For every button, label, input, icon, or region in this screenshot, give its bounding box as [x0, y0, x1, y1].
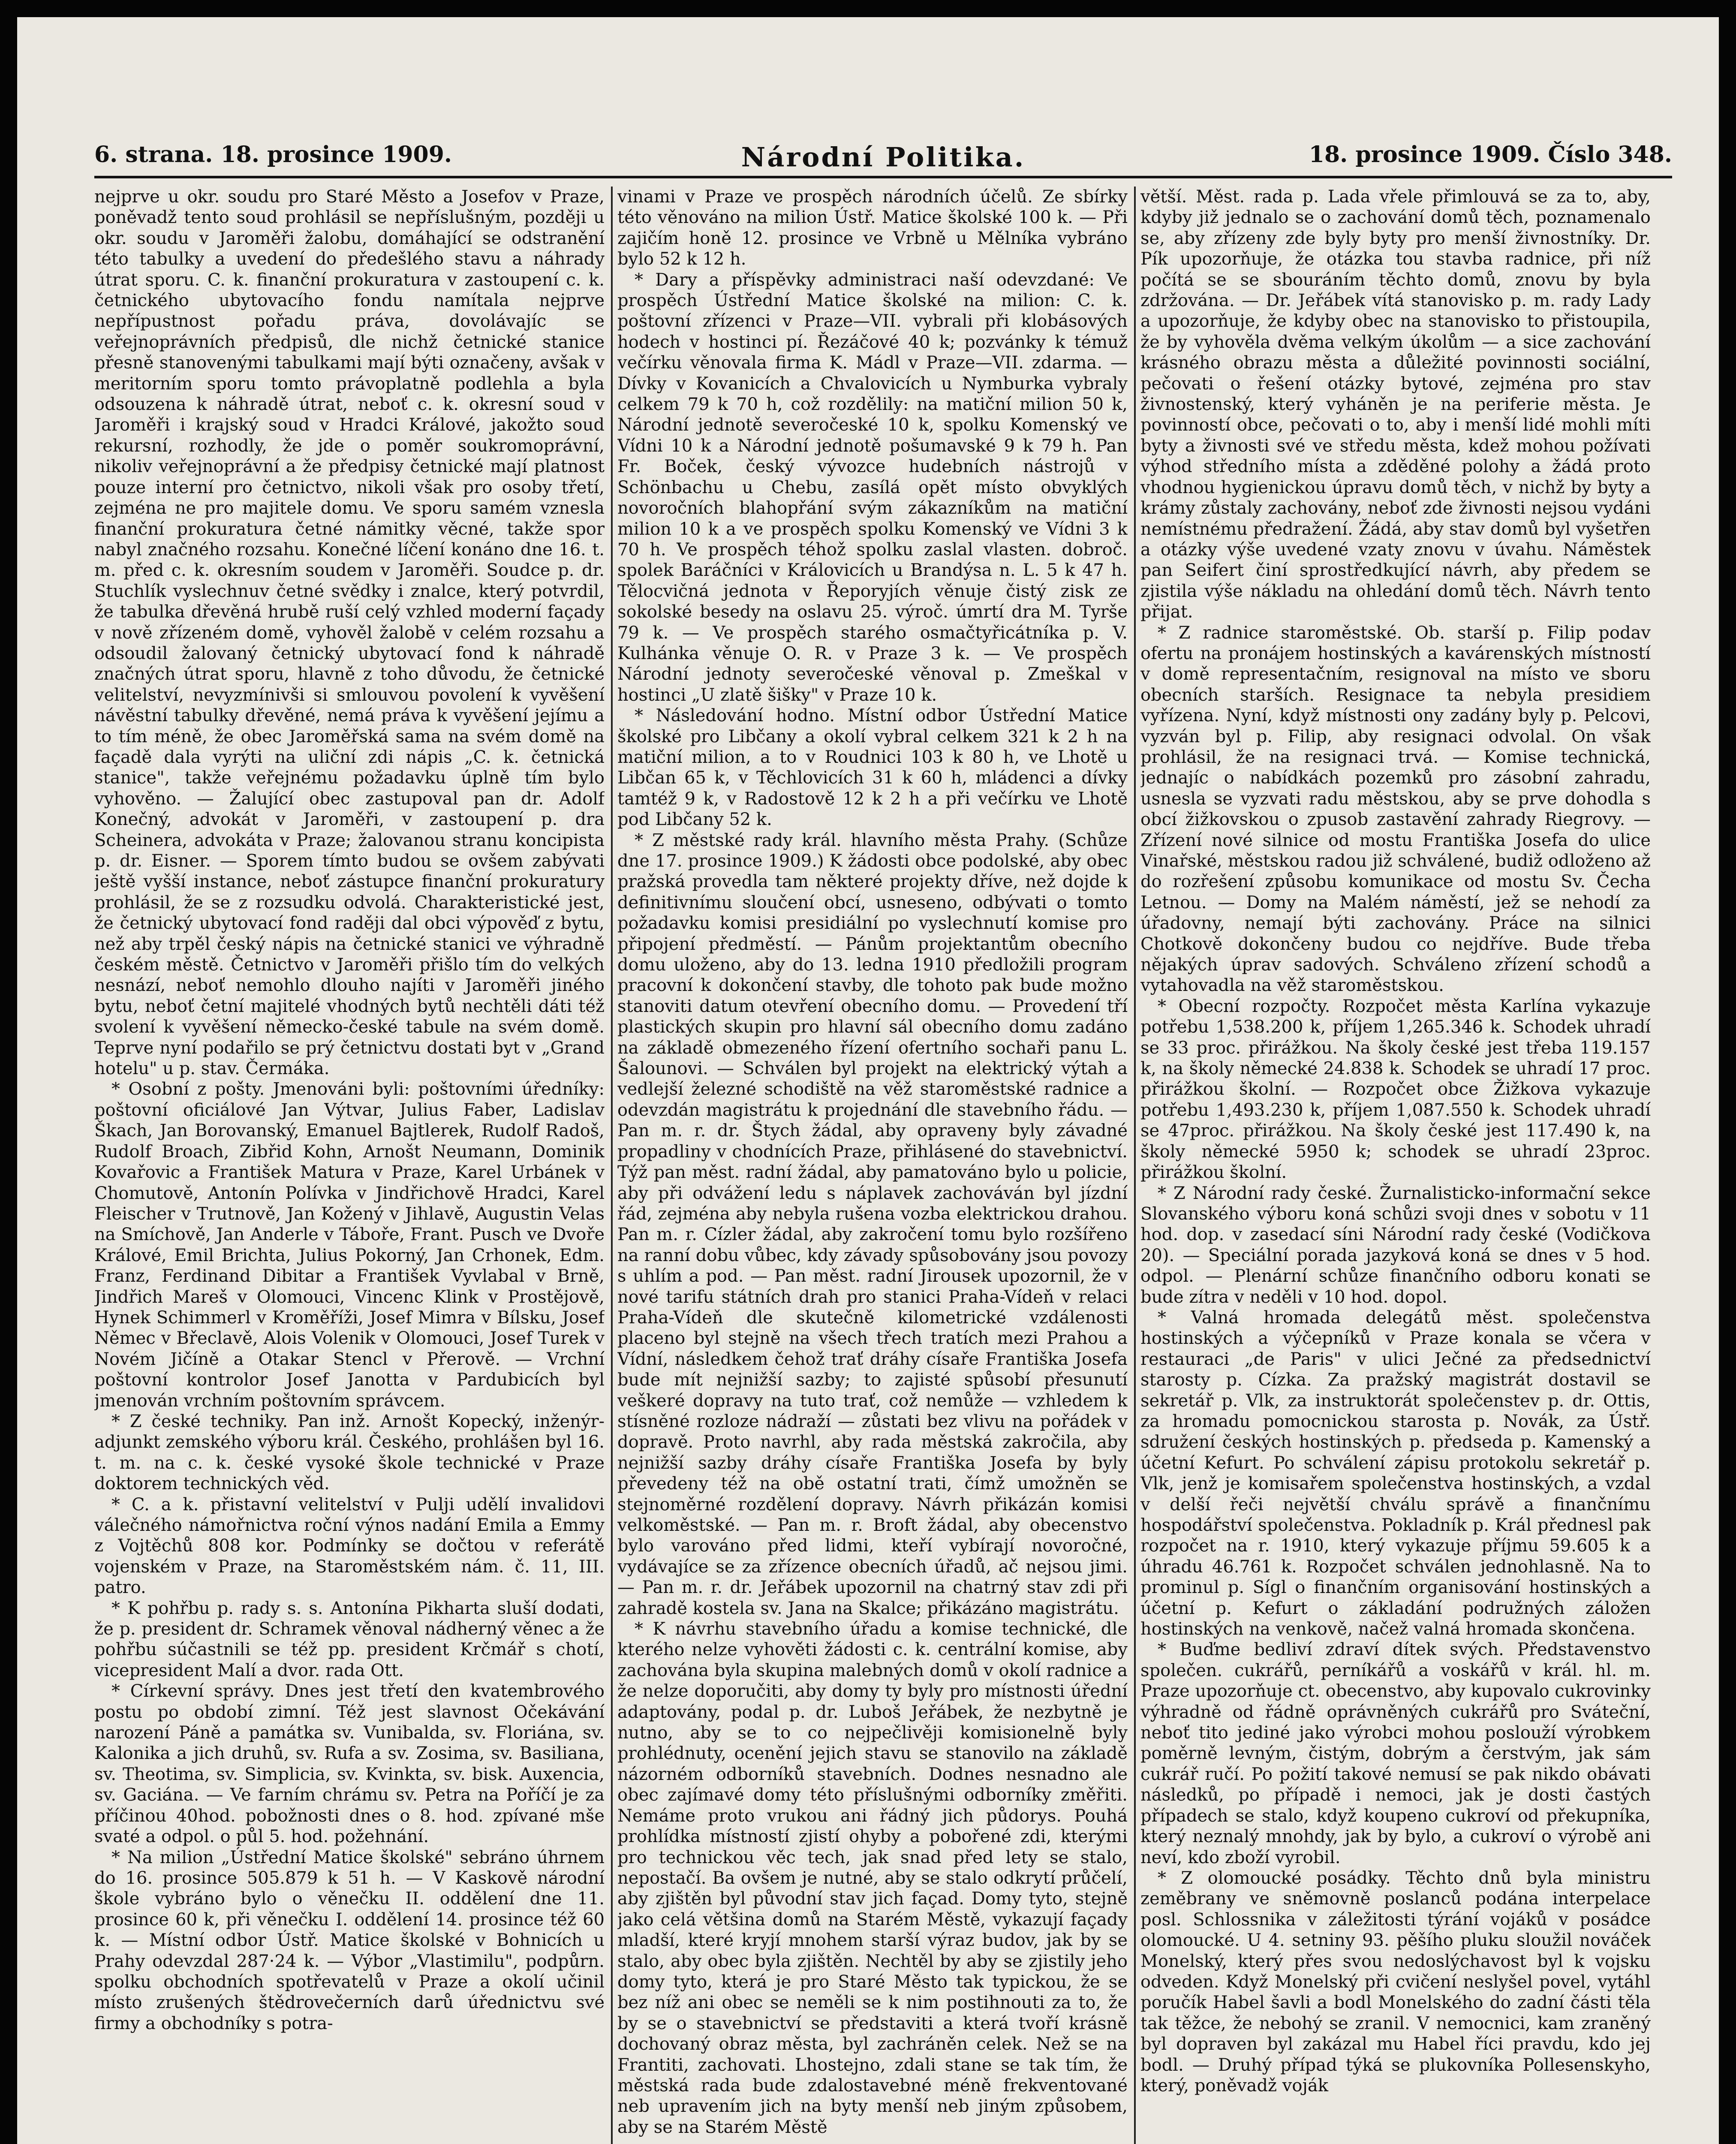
newspaper-page [17, 17, 1719, 2144]
article-paragraph: * K návrhu stavebního úřadu a komise technické, dle kterého nelze vyhověti žádosti c. k. centrální komise, aby zachována byla skupina malebných domů v okolí radnice a že nelze doporučiti, aby domy ty byly pro místnosti úřední adaptovány, podal p. dr. Luboš Jeřábek, že nezbytně je nutno, aby se to co nejpečlivěji komisionelně byly prohlédnuty, ocenění jejich stavu se stanovilo na základě názorném odborníků stavebních. Dodnes nesnadno ale obec zajímavé domy této příslušnými odborníky změřiti. Nemáme proto vrukou ani řádný jich půdorys. Pouhá prohlídka místností zjistí ohyby a pobořené zdi, kterými pro technickou věc tech, jak snad před lety se stalo, nepostačí. Ba ovšem je nutné, aby se stalo odkrytí průčelí, aby zjištěn byl původní stav jich façad. Domy tyto, stejně jako celá většina domů na Starém Městě, vykazují façady mladší, které kryjí mnohem starší výraz budov, jak by se stalo, aby obec byla zjištěn. Nechtěl by aby se zjistily jeho domy tyto, která je pro Staré Město tak typickou, že se bez níž ani obec se neměli se k nim postihnouti za to, že by se o stavebnictví se představiti a která tvoří krásně dochovaný obraz města, byl zachráněn celek. Než se na Frantiti, zachovati. Lhostejno, zdali stane se tak tím, že městská rada bude zdalostavebné méně frekventované neb upravením jich na byty menší neb jiným způsobem, aby se na Starém Městě [617, 1619, 1128, 2137]
article-paragraph: * Z městské rady král. hlavního města Prahy. (Schůze dne 17. prosince 1909.) K žádosti obce podolské, aby obec pražská provedla tam některé projekty dříve, než dojde k definitivnímu sloučení obcí, usneseno, odbývati o tomto požadavku komisi presidiální po vyslechnutí komise pro připojení předměstí. — Pánům projektantům obecního domu uloženo, aby do 13. ledna 1910 předložili program pracovní k dokončení stavby, dle tohoto pak bude možno stanoviti datum otevření obecního domu. — Provedení tří plastických skupin pro hlavní sál obecního domu zadáno na základě obmezeného řízení ofertního sochaři panu L. Šalounovi. — Schválen byl projekt na elektrický výtah a vedlejší železné schodiště na věž staroměstské radnice a odevzdán magistrátu k projednání dle stavebního řádu. — Pan m. r. dr. Štych žádal, aby opraveny byly závadné propadliny v chodnících Praze, přihlásené do stavebnictví. Týž pan měst. radní žádal, aby pamatováno bylo u policie, aby při odvážení ledu s náplavek zachováván byl jízdní řád, zejména aby nebyla rušena vozba elektrickou drahou. Pan m. r. Cízler žádal, aby zakročení tomu bylo rozšířeno na ranní dobu vůbec, kdy závady spůsobovány jsou povozy s uhlím a pod. — Pan měst. radní Jirousek upozornil, že v nové tarifu státních drah pro stanici Praha-Vídeň v relaci Praha-Vídeň dle skutečně kilometrické vzdálenosti placeno byl stejně na všech třech tratích mezi Prahou a Vídní, následkem čehož trať dráhy císaře Františka Josefa bude mít nejnižší sazby; to zajisté spůsobí přesunutí veškeré dopravy na tuto trať, což nemůže — vzhledem k stísněné rozloze nádraží — zůstati bez vlivu na pořádek v dopravě. Proto navrhl, aby rada městská zakročila, aby nejnižší sazby dráhy císaře Františka Josefa by byly převedeny též na obě ostatní trati, čímž umožněn se stejnoměrné rozdělení dopravy. Návrh přikázán komisi velkoměstské. — Pan m. r. Broft žádal, aby obecenstvo bylo varováno před lidmi, kteří vybírají novoročné, vydávajíce se za zřízence obecních úřadů, ač nejsou jimi. — Pan m. r. dr. Jeřábek upozornil na chatrný stav zdi při zahradě kostela sv. Jana na Skalce; přikázáno magistrátu. [617, 830, 1128, 1618]
article-paragraph: * Z Národní rady české. Žurnalisticko-informační sekce Slovanského výboru koná schůzi svoji dnes v sobotu v 11 hod. dop. v zasedací síni Národní rady české (Vodičkova 20). — Speciální porada jazyková koná se dnes v 5 hod. odpol. — Plenární schůze finančního odboru konati se bude zítra v neděli v 10 hod. dopol. [1140, 1183, 1651, 1307]
text-column-2 [617, 187, 1128, 2144]
header-page-date: 6. strana. 18. prosince 1909. [94, 142, 452, 168]
article-paragraph: * Valná hromada delegátů měst. společenstva hostinských a výčepníků v Praze konala se včera v restauraci „de Paris" v ulici Ječné za předsednictví starosty p. Cízka. Za pražský magistrát dostavil se sekretář p. Vlk, za instruktorát společenstev p. dr. Ottis, za hromadu pomocnickou starosta p. Novák, za Ústř. sdružení českých hostinských p. předseda p. Kamenský a účetní Kefurt. Po schválení zápisu protokolu sekretář p. Vlk, jenž je komisařem společenstva hostinských, a vzdal v delší řeči největší chválu správě a finančnímu hospodářství společenstva. Pokladník p. Král přednesl pak rozpočet na r. 1910, který vykazuje příjmu 59.605 k a úhradu 46.761 k. Rozpočet schválen jednohlasně. Na to prominul p. Sígl o finančním organisování hostinských a účetní p. Kefurt o základání podružných záložen hostinských na venkově, načež valná hromada skončena. [1140, 1307, 1651, 1639]
article-paragraph: * Z olomoucké posádky. Těchto dnů byla ministru zeměbrany ve sněmovně poslanců podána interpelace posl. Schlossnika v záležitosti týrání vojáků v posádce olomoucké. U 4. setniny 93. pěšího pluku sloužil nováček Monelský, který přes svou nedoslýchavost byl k vojsku odveden. Když Monelský při cvičení neslyšel povel, vytáhl poručík Habel šavli a bodl Monelského do zadní části těla tak těžce, že nebohý se zranil. V nemocnici, kam zraněný byl dopraven byl zakázal mu Habel říci pravdu, kdo jej bodl. — Druhý případ týká se plukovníka Pollesenskyho, který, poněvadž voják [1140, 1868, 1651, 2096]
article-paragraph: * Obecní rozpočty. Rozpočet města Karlína vykazuje potřebu 1,538.200 k, příjem 1,265.346 k. Schodek uhradí se 33 proc. přirážkou. Na školy české jest třeba 119.157 k, na školy německé 24.838 k. Schodek se uhradí 17 proc. přirážkou školní. — Rozpočet obce Žižkova vykazuje potřebu 1,493.230 k, příjem 1,087.550 k. Schodek uhradí se 47proc. přirážkou. Na školy české jest 117.490 k, na školy německé 5950 k; schodek se uhradí 23proc. přirážkou školní. [1140, 996, 1651, 1183]
article-paragraph: * Na milion „Ústřední Matice školské" sebráno úhrnem do 16. prosince 505.879 k 51 h. — V Kaskově národní škole vybráno bylo o věnečku II. oddělení dne 11. prosince 60 k, při věnečku I. oddělení 14. prosince též 60 k. — Místní odbor Ústř. Matice školské v Bohnicích u Prahy odevzdal 287·24 k. — Výbor „Vlastimilu", podpůrn. spolku obchodních spotřevatelů v Praze a okolí učinil místo zrušených štědrovečerních darů úřednictvu své firmy a obchodníky s potra- [94, 1847, 605, 2033]
article-paragraph: * C. a k. přistavní velitelství v Pulji udělí invalidovi válečného námořnictva roční výnos nadání Emila a Emmy z Vojtěchů 808 kor. Podmínky se dočtou v referátě vojenském v Praze, na Staroměstském nám. č. 11, III. patro. [94, 1494, 605, 1598]
article-paragraph: * Buďme bedliví zdraví dítek svých. Představenstvo společen. cukrářů, perníkářů a voskářů v král. hl. m. Praze upozorňuje ct. obecenstvo, aby kupovalo cukrovinky výhradně od řádně oprávněných cukrářů pro Sváteční, neboť tito jediné jako výrobci mohou poslouží výrobkem poměrně levným, čistým, dobrým a čerstvým, jak sám cukrář ručí. Po požití takové nemusí se pak nikdo obávati následků, po případě i nemoci, jak je dosti častých případech se stalo, když koupeno cukroví od překupníka, který neznalý mnohdy, jak by bylo, a cukroví o výrobě ani neví, kdo zboží vyrobil. [1140, 1640, 1651, 1867]
article-paragraph: * Z radnice staroměstské. Ob. starší p. Filip podav ofertu na pronájem hostinských a kavárenských místností v domě representačním, resignoval na místo ve sboru obecních starších. Resignace ta nebyla presidiem vyřízena. Nyní, když místnosti ony zadány byly p. Pelcovi, vyzván byl p. Filip, aby resignaci odvolal. On však prohlásil, že na resignaci trvá. — Komise technická, jednajíc o nabídkách pozemků pro zásobní zahradu, usnesla se vyzvati radu městskou, aby se prve dohodla s obcí žižkovskou o zpusob zastavění zahrady Riegrovy. — Zřízení nové silnice od mostu Františka Josefa do ulice Vinařské, městskou radou již schválené, budiž odloženo až do rozřešení způsobu komunikace od mostu Sv. Čecha Letnou. — Domy na Malém náměstí, jež se nehodí za úřadovny, nemají býti zachovány. Práce na silnici Chotkově dokončeny budou co nejdříve. Bude třeba nějakých úprav sadových. Schváleno zřízení schodů a vytahovadla na věž staroměstskou. [1140, 623, 1651, 996]
article-paragraph: * Následování hodno. Místní odbor Ústřední Matice školské pro Libčany a okolí vybral celkem 321 k 2 h na matiční milion, a to v Roudnici 103 k 80 h, ve Lhotě u Libčan 65 k, v Těchlovicích 31 k 60 h, mládenci a dívky tamtéž 9 k, v Radostově 12 k 2 h a při večírku ve Lhotě pod Libčany 52 k. [617, 706, 1128, 830]
column-divider [1134, 187, 1136, 2144]
article-paragraph: * Z české techniky. Pan inž. Arnošt Kopecký, inženýr-adjunkt zemského výboru král. Českého, prohlášen byl 16. t. m. na c. k. české vysoké škole technické v Praze doktorem technických věd. [94, 1411, 605, 1494]
newspaper-title: Národní Politika. [741, 142, 1026, 173]
text-column-3 [1140, 187, 1651, 2144]
article-paragraph: * Dary a příspěvky administraci naší odevzdané: Ve prospěch Ústřední Matice školské na milion: C. k. poštovní zřízenci v Praze—VII. vybrali při klobásových hodech v hostinci pí. Řezáčové 40 k; pozvánky k témuž večírku věnovala firma K. Mádl v Praze—VII. zdarma. — Dívky v Kovanicích a Chvalovicích u Nymburka vybraly celkem 79 k 70 h, což rozdělily: na matiční milion 50 k, Národní jednotě severočeské 10 k, spolku Komenský ve Vídni 10 k a Národní jednotě pošumavské 9 k 79 h. Pan Fr. Boček, český vývozce hudebních nástrojů v Schönbachu u Chebu, zasílá opět místo obvyklých novoročních blahopřání svým zákazníkům na matiční milion 10 k a ve prospěch spolku Komenský ve Vídni 3 k 70 h. Ve prospěch téhož spolku zaslal vlasten. dobroč. spolek Baráčníci v Královicích u Brandýsa n. L. 5 k 47 h. Tělocvičná jednota v Řeporyjích věnuje čistý zisk ze sokolské besedy na oslavu 25. výroč. úmrtí dra M. Tyrše 79 k. — Ve prospěch starého osmačtyřicátníka p. V. Kulhánka věnuje O. R. v Praze 3 k. — Ve prospěch Národní jednoty severočeské věnoval p. Zmeškal v hostinci „U zlatě šišky" v Praze 10 k. [617, 270, 1128, 705]
article-paragraph: * Osobní z pošty. Jmenováni byli: poštovními úředníky: poštovní oficiálové Jan Výtvar, Julius Faber, Ladislav Škach, Jan Borovanský, Emanuel Bajtlerek, Rudolf Radoš, Rudolf Broach, Zibřid Kohn, Arnošt Neumann, Dominik Kovařovic a František Matura v Praze, Karel Urbánek v Chomutově, Antonín Polívka v Jindřichově Hradci, Karel Fleischer v Trutnově, Jan Kožený v Jihlavě, Augustin Velas na Smíchově, Jan Anderle v Táboře, Frant. Pusch ve Dvoře Králové, Emil Brichta, Julius Pokorný, Jan Crhonek, Edm. Franz, Ferdinand Dibitar a František Vyvlabal v Brně, Jindřich Mareš v Olomouci, Vincenc Klink v Prostějově, Hynek Schimmerl v Kroměříži, Josef Mimra v Bílsku, Josef Němec v Břeclavě, Alois Volenik v Olomouci, Josef Turek v Novém Jičíně a Otakar Stencl v Přerově. — Vrchní poštovní kontrolor Josef Janotta v Pardubicích byl jmenován vrchním poštovním správcem. [94, 1079, 605, 1411]
article-paragraph: * K pohřbu p. rady s. s. Antonína Pikharta sluší dodati, že p. president dr. Schramek věnoval nádherný věnec a že pohřbu súčastnili se též pp. president Krčmář s chotí, vicepresident Malí a dvor. rada Ott. [94, 1598, 605, 1680]
page-header [94, 137, 1672, 178]
column-divider [611, 187, 613, 2144]
text-column-1 [94, 187, 605, 2144]
article-paragraph: větší. Měst. rada p. Lada vřele přimlouvá se za to, aby, kdyby již jednalo se o zachování domů těch, poznamenalo se, aby zřízeny zde byly byty pro menší živnostníky. Dr. Pík upozorňuje, že otázka tou stavba radnice, při níž počítá se se sbouráním těchto domů, znovu by byla zdržována. — Dr. Jeřábek vítá stanovisko p. m. rady Lady a upozorňuje, že kdyby obec na stanovisko to přistoupila, že by vyhověla dvěma velkým úkolům — a sice zachování krásného obrazu města a důležité povinnosti sociální, pečovati o řešení otázky bytové, zejména pro stav živnostenský, který vyháněn je na periferie města. Je povinností obce, pečovati o to, aby i menší lidé mohli míti byty a živnosti své ve středu města, kdež mohou požívati výhod středního místa a zděděné polohy a žádá proto vhodnou hygienickou úpravu domů těch, v nichž by byty a krámy zůstaly zachovány, neboť zde živnosti nejsou vydáni nemístnému předražení. Žádá, aby stav domů byl vyšetřen a otázky výše uvedené vzaty znovu v úvahu. Náměstek pan Seifert činí sprostředkující návrh, aby předem se zjistila výše nákladu na ohledání domů těch. Návrh tento přijat. [1140, 187, 1651, 622]
article-paragraph: nejprve u okr. soudu pro Staré Město a Josefov v Praze, poněvadž tento soud prohlásil se nepříslušným, později u okr. soudu v Jaroměři žalobu, domáhající se odstranění této tabulky a uvedení do předešlého stavu a náhrady útrat sporu. C. k. finanční prokuratura v zastoupení c. k. četnického ubytovacího fondu namítala nejprve nepřípustnost pořadu práva, dovolávajíc se veřejnoprávních předpisů, dle nichž četnické stanice přesně stanovenými tabulkami mají býti označeny, avšak v meritorním sporu tomto právoplatně podlehla a byla odsouzena k náhradě útrat, neboť c. k. okresní soud v Jaroměři i krajský soud v Hradci Králové, jakožto soud rekursní, rozhodly, že jde o poměr soukromoprávní, nikoliv veřejnoprávní a že předpisy četnické mají platnost pouze interní pro četnictvo, nikoli však pro osoby třetí, zejména ne pro majitele domu. Ve sporu samém vznesla finanční prokuratura četné námitky věcné, takže spor nabyl značného rozsahu. Konečné líčení konáno dne 16. t. m. před c. k. okresním soudem v Jaroměři. Soudce p. dr. Stuchlík vyslechnuv četné svědky i znalce, který potvrdil, že tabulka dřevěná hrubě ruší celý vzhled moderní façady v nově zřízeném domě, vyhověl žalobě v celém rozsahu a odsoudil žalovaný četnický ubytovací fond k náhradě značných útrat sporu, hlavně z toho důvodu, že četnické velitelství, nevyzmínivši si smlouvou povolení k vyvěšení návěstní tabulky dřevěné, nemá práva k vyvěšení jejímu a to tím méně, že obec Jaroměřská sama na svém domě na façadě dala vyrýti na uliční zdi nápis „C. k. četnická stanice", takže veřejnému požadavku úplně tím bylo vyhověno. — Žalující obec zastupoval pan dr. Adolf Konečný, advokát v Jaroměři, v zastoupení p. dra Scheinera, advokáta v Praze; žalovanou stranu koncipista p. dr. Eisner. — Sporem tímto budou se ovšem zabývati ještě vyšší instance, neboť zástupce finanční prokuratury prohlásil, že se z rozsudku odvolá. Charakteristické jest, že četnický ubytovací fond raději dal obci výpověď z bytu, než aby trpěl český nápis na četnické stanici ve výhradně českém městě. Četnictvo v Jaroměři přišlo tím do velkých nesnází, neboť nemohlo dlouho najíti v Jaroměři jiného bytu, neboť četní majitelé vhodných bytů nechtěli dáti též svolení k vyvěšení německo-české tabule na svém domě. Teprve nyní podařilo se prý četnictvu dostati byt v „Grand hotelu" u p. stav. Čermáka. [94, 187, 605, 1079]
header-date-issue: 18. prosince 1909. Číslo 348. [1309, 142, 1672, 168]
article-paragraph: vinami v Praze ve prospěch národních účelů. Ze sbírky této věnováno na milion Ústř. Matice školské 100 k. — Při zajičím honě 12. prosince ve Vrbně u Mělníka vybráno bylo 52 k 12 h. [617, 187, 1128, 269]
article-paragraph: * Církevní správy. Dnes jest třetí den kvatembrového postu po období zimní. Též jest slavnost Očekávání narození Páně a památka sv. Vunibalda, sv. Floriána, sv. Kalonika a jich druhů, sv. Rufa a sv. Zosima, sv. Basiliana, sv. Theotima, sv. Simplicia, sv. Kvinkta, sv. bisk. Auxencia, sv. Gaciána. — Ve farním chrámu sv. Petra na Poříčí je za příčinou 40hod. pobožnosti dnes o 8. hod. zpívané mše svaté a odpol. o půl 5. hod. požehnání. [94, 1681, 605, 1847]
